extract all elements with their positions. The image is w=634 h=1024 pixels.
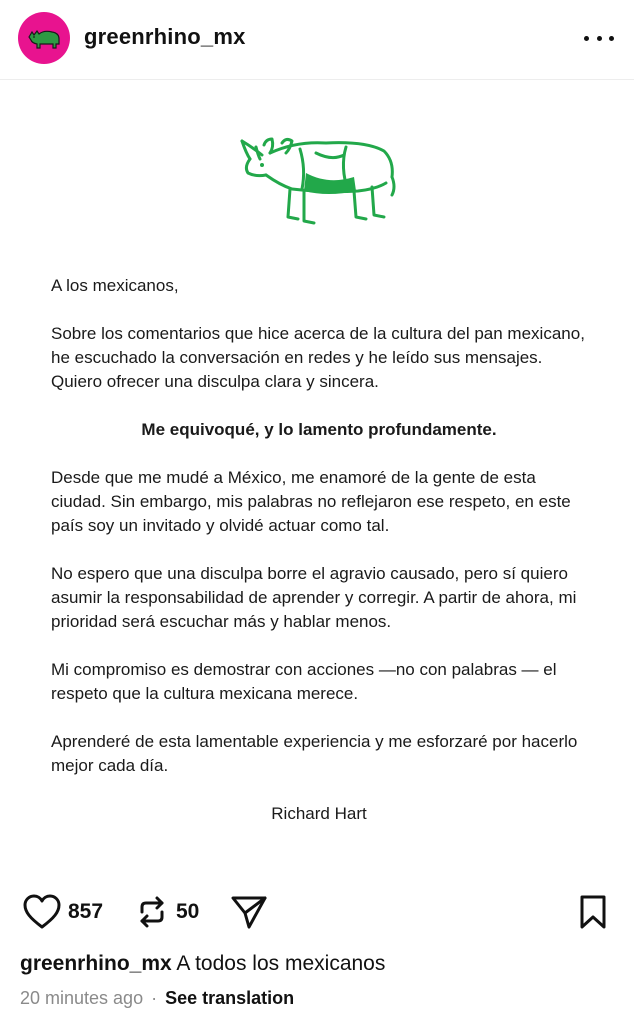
send-icon (230, 894, 268, 930)
avatar[interactable] (18, 12, 70, 64)
letter-paragraph: Sobre los comentarios que hice acerca de la cultura del pan mexicano, he escuchado la conversación en redes y he leído sus mensajes. Quiero ofrecer una disculpa clara y sincera. (51, 324, 585, 391)
letter-paragraph: Mi compromiso es demostrar con acciones —no con palabras — el respeto que la cultura mexicana merece. (51, 660, 557, 703)
repost-icon (134, 894, 170, 930)
post-meta (20, 988, 294, 1009)
post-image (0, 81, 634, 871)
repost-count: 50 (176, 900, 200, 923)
rhino-icon (26, 26, 62, 50)
post-timestamp: 20 minutes ago (20, 988, 144, 1008)
letter-bold-statement: Me equivoqué, y lo lamento profundamente. (141, 420, 497, 439)
letter-paragraph: No espero que una disculpa borre el agravio causado, pero sí quiero asumir la responsabilidad de aprender y corregir. A partir de ahora, mi prioridad será escuchar más y hablar menos. (51, 564, 577, 631)
apology-letter (51, 274, 587, 826)
bookmark-icon (578, 894, 608, 930)
letter-paragraph: Desde que me mudé a México, me enamoré de la gente de esta ciudad. Sin embargo, mis palabras no reflejaron ese respeto, en este país soy un invitado y olvidé actuar como tal. (51, 468, 571, 535)
more-dots-icon[interactable] (584, 26, 614, 50)
caption (20, 952, 385, 976)
heart-icon (22, 894, 62, 930)
like-count: 857 (68, 900, 104, 923)
post-header (0, 0, 634, 80)
share-button[interactable] (230, 894, 268, 930)
action-bar (0, 886, 634, 940)
header-username[interactable]: greenrhino_mx (84, 24, 246, 49)
letter-paragraph: Aprenderé de esta lamentable experiencia y me esforzaré por hacerlo mejor cada día. (51, 732, 578, 775)
caption-username[interactable]: greenrhino_mx (20, 952, 172, 975)
letter-signature: Richard Hart (271, 804, 367, 823)
meta-separator: · (151, 988, 158, 1008)
repost-button[interactable] (134, 894, 199, 930)
like-button[interactable] (22, 894, 103, 930)
rhino-logo-icon (236, 133, 398, 233)
letter-greeting: A los mexicanos, (51, 276, 179, 295)
bookmark-button[interactable] (578, 894, 608, 930)
see-translation-link[interactable]: See translation (165, 988, 295, 1008)
caption-text: A todos los mexicanos (176, 952, 386, 975)
